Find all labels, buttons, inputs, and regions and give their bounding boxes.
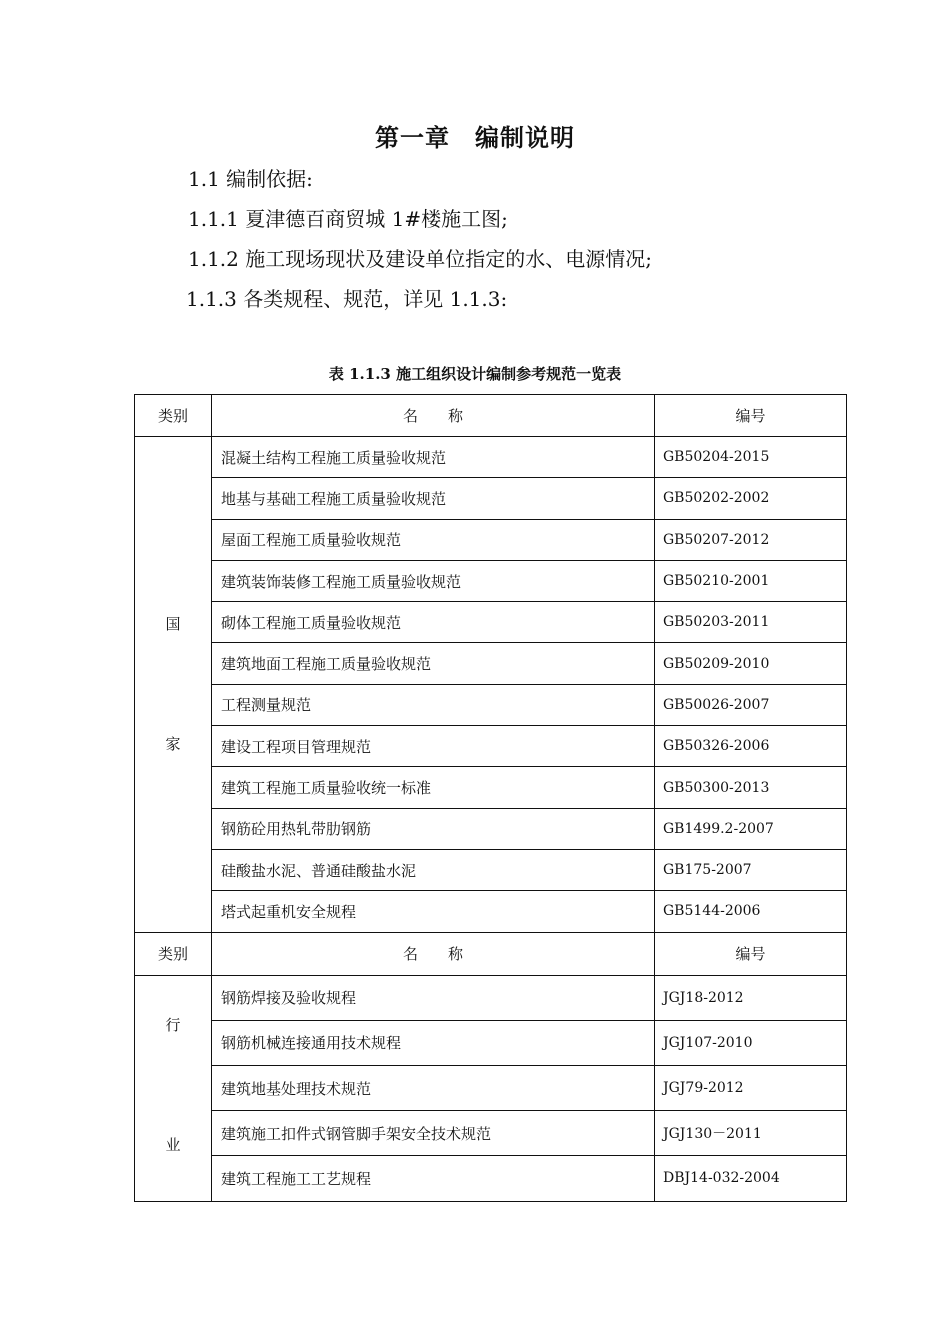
table-row [135, 767, 847, 808]
standard-name: 硅酸盐水泥、普通硅酸盐水泥 [212, 849, 655, 890]
table-row [135, 602, 847, 643]
national-category-char: 国 [165, 615, 181, 633]
national-category-cell [135, 437, 212, 933]
header-category: 类别 [135, 932, 212, 975]
table-caption: 表 1.1.3 施工组织设计编制参考规范一览表 [328, 365, 622, 383]
standard-code: GB50204-2015 [655, 437, 847, 478]
standard-code: GB1499.2-2007 [655, 808, 847, 849]
standard-code: GB50326-2006 [655, 726, 847, 767]
header-category: 类别 [135, 395, 212, 437]
paragraph-site-conditions: 1.1.2 施工现场现状及建设单位指定的水、电源情况; [188, 247, 652, 271]
table-row [135, 519, 847, 560]
standard-name: 建筑施工扣件式钢管脚手架安全技术规范 [212, 1111, 655, 1156]
industry-category-cell [135, 975, 212, 1201]
standards-table [134, 394, 847, 1202]
standard-name: 建设工程项目管理规范 [212, 726, 655, 767]
standard-code: JGJ79-2012 [655, 1065, 847, 1110]
standard-name: 建筑工程施工工艺规程 [212, 1156, 655, 1201]
industry-category-char: 行 [165, 1015, 181, 1034]
national-category-char: 家 [165, 735, 181, 753]
standard-code: GB50209-2010 [655, 643, 847, 684]
standard-name: 工程测量规范 [212, 684, 655, 725]
table-row [135, 726, 847, 767]
table-row [135, 975, 847, 1020]
standard-code: GB50210-2001 [655, 560, 847, 601]
standard-code: JGJ130－2011 [655, 1111, 847, 1156]
header-name: 名 称 [212, 932, 655, 975]
header-code: 编号 [655, 932, 847, 975]
standard-code: GB50207-2012 [655, 519, 847, 560]
standard-name: 建筑地面工程施工质量验收规范 [212, 643, 655, 684]
table-row [135, 478, 847, 519]
industry-category-char: 业 [165, 1135, 181, 1154]
standard-name: 砌体工程施工质量验收规范 [212, 602, 655, 643]
table-row [135, 1020, 847, 1065]
standard-name: 地基与基础工程施工质量验收规范 [212, 478, 655, 519]
table-row [135, 437, 847, 478]
paragraph-standards: 1.1.3 各类规程、规范，详见 1.1.3: [186, 287, 508, 311]
standard-code: GB50203-2011 [655, 602, 847, 643]
standard-name: 混凝土结构工程施工质量验收规范 [212, 437, 655, 478]
header-code: 编号 [655, 395, 847, 437]
standard-name: 屋面工程施工质量验收规范 [212, 519, 655, 560]
table-header-row [135, 932, 847, 975]
table-row [135, 643, 847, 684]
chapter-title: 第一章 编制说明 [375, 123, 575, 152]
standard-code: DBJ14-032-2004 [655, 1156, 847, 1201]
header-name: 名 称 [212, 395, 655, 437]
table-row [135, 560, 847, 601]
standard-name: 建筑地基处理技术规范 [212, 1065, 655, 1110]
standard-name: 钢筋焊接及验收规程 [212, 975, 655, 1020]
standard-name: 塔式起重机安全规程 [212, 891, 655, 932]
table-row [135, 1065, 847, 1110]
standard-code: GB5144-2006 [655, 891, 847, 932]
standard-code: GB50026-2007 [655, 684, 847, 725]
standard-code: JGJ107-2010 [655, 1020, 847, 1065]
paragraph-drawings: 1.1.1 夏津德百商贸城 1#楼施工图; [188, 207, 508, 231]
table-row [135, 808, 847, 849]
table-row [135, 849, 847, 890]
table-row [135, 684, 847, 725]
standard-code: JGJ18-2012 [655, 975, 847, 1020]
table-row [135, 891, 847, 932]
standard-code: GB175-2007 [655, 849, 847, 890]
standard-name: 钢筋机械连接通用技术规程 [212, 1020, 655, 1065]
standard-code: GB50300-2013 [655, 767, 847, 808]
paragraph-basis: 1.1 编制依据: [188, 167, 313, 191]
standard-name: 建筑装饰装修工程施工质量验收规范 [212, 560, 655, 601]
standard-code: GB50202-2002 [655, 478, 847, 519]
table-row [135, 1111, 847, 1156]
table-row [135, 1156, 847, 1201]
table-header-row [135, 395, 847, 437]
standard-name: 钢筋砼用热轧带肋钢筋 [212, 808, 655, 849]
standard-name: 建筑工程施工质量验收统一标准 [212, 767, 655, 808]
